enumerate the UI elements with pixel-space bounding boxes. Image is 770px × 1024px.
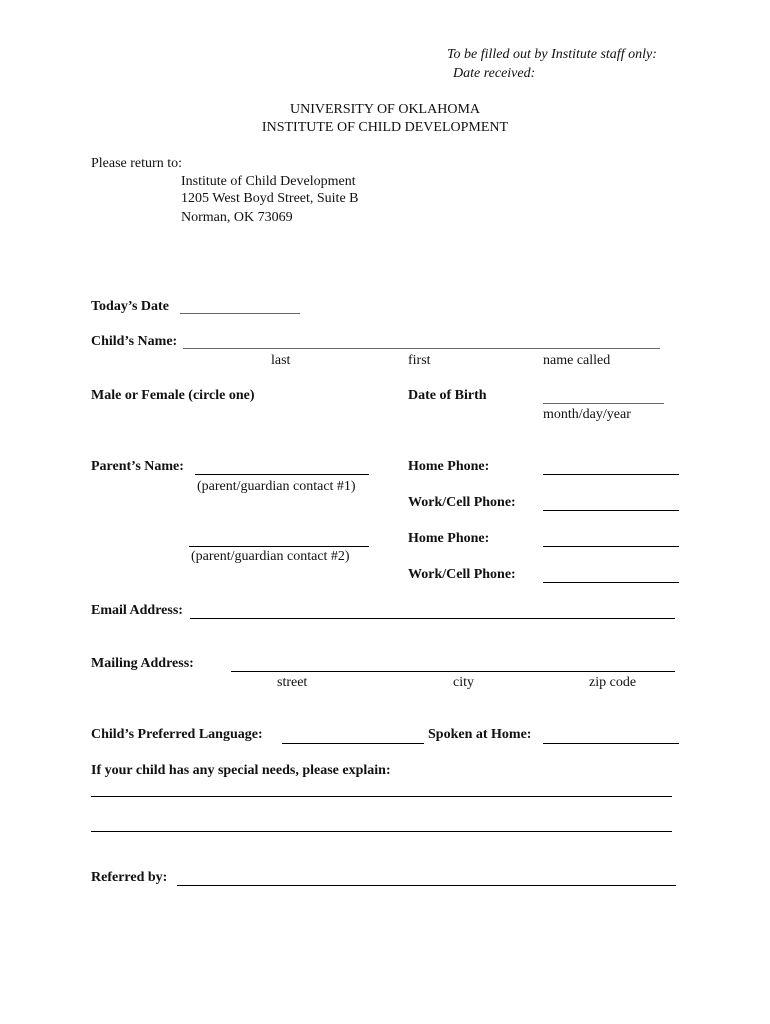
institute-title: INSTITUTE OF CHILD DEVELOPMENT	[261, 120, 509, 135]
address-part-city: city	[453, 675, 474, 690]
return-address-line-2: 1205 West Boyd Street, Suite B	[181, 191, 359, 206]
home-phone-2-field[interactable]	[543, 546, 679, 547]
email-field[interactable]	[190, 618, 675, 619]
return-address-line-3: Norman, OK 73069	[181, 210, 293, 225]
parent-contact-1-field[interactable]	[195, 474, 369, 475]
parents-name-label: Parent’s Name:	[91, 459, 184, 474]
return-to-label: Please return to:	[91, 156, 182, 171]
work-cell-phone-1-field[interactable]	[543, 510, 679, 511]
preferred-language-label: Child’s Preferred Language:	[91, 727, 263, 742]
todays-date-label: Today’s Date	[91, 299, 169, 314]
university-title: UNIVERSITY OF OKLAHOMA	[289, 102, 481, 117]
work-cell-phone-2-field[interactable]	[543, 582, 679, 583]
todays-date-field[interactable]	[180, 313, 300, 314]
referred-by-field[interactable]	[177, 885, 676, 886]
special-needs-field-line-2[interactable]	[91, 831, 672, 832]
parent-contact-2-caption: (parent/guardian contact #2)	[191, 549, 350, 564]
email-label: Email Address:	[91, 603, 183, 618]
sex-label: Male or Female (circle one)	[91, 388, 255, 403]
work-cell-phone-2-label: Work/Cell Phone:	[408, 567, 516, 582]
mailing-address-field[interactable]	[231, 671, 675, 672]
spoken-at-home-label: Spoken at Home:	[428, 727, 532, 742]
parent-contact-1-caption: (parent/guardian contact #1)	[197, 479, 356, 494]
special-needs-field-line-1[interactable]	[91, 796, 672, 797]
work-cell-phone-1-label: Work/Cell Phone:	[408, 495, 516, 510]
name-part-name-called: name called	[543, 353, 611, 368]
home-phone-1-field[interactable]	[543, 474, 679, 475]
preferred-language-field[interactable]	[282, 743, 424, 744]
childs-name-field[interactable]	[183, 348, 660, 349]
home-phone-1-label: Home Phone:	[408, 459, 490, 474]
special-needs-label: If your child has any special needs, please explain:	[91, 763, 391, 778]
name-part-last: last	[271, 353, 291, 368]
staff-only-note: To be filled out by Institute staff only:	[447, 47, 657, 62]
date-received-label: Date received:	[453, 66, 536, 81]
home-phone-2-label: Home Phone:	[408, 531, 490, 546]
date-of-birth-field[interactable]	[543, 403, 664, 404]
name-part-first: first	[408, 353, 431, 368]
childs-name-label: Child’s Name:	[91, 334, 178, 349]
parent-contact-2-field[interactable]	[189, 546, 369, 547]
date-of-birth-format: month/day/year	[543, 407, 631, 422]
address-part-zip-code: zip code	[589, 675, 637, 690]
return-address-line-1: Institute of Child Development	[181, 174, 356, 189]
date-of-birth-label: Date of Birth	[408, 388, 487, 403]
referred-by-label: Referred by:	[91, 870, 168, 885]
spoken-at-home-field[interactable]	[543, 743, 679, 744]
mailing-address-label: Mailing Address:	[91, 656, 194, 671]
address-part-street: street	[277, 675, 308, 690]
